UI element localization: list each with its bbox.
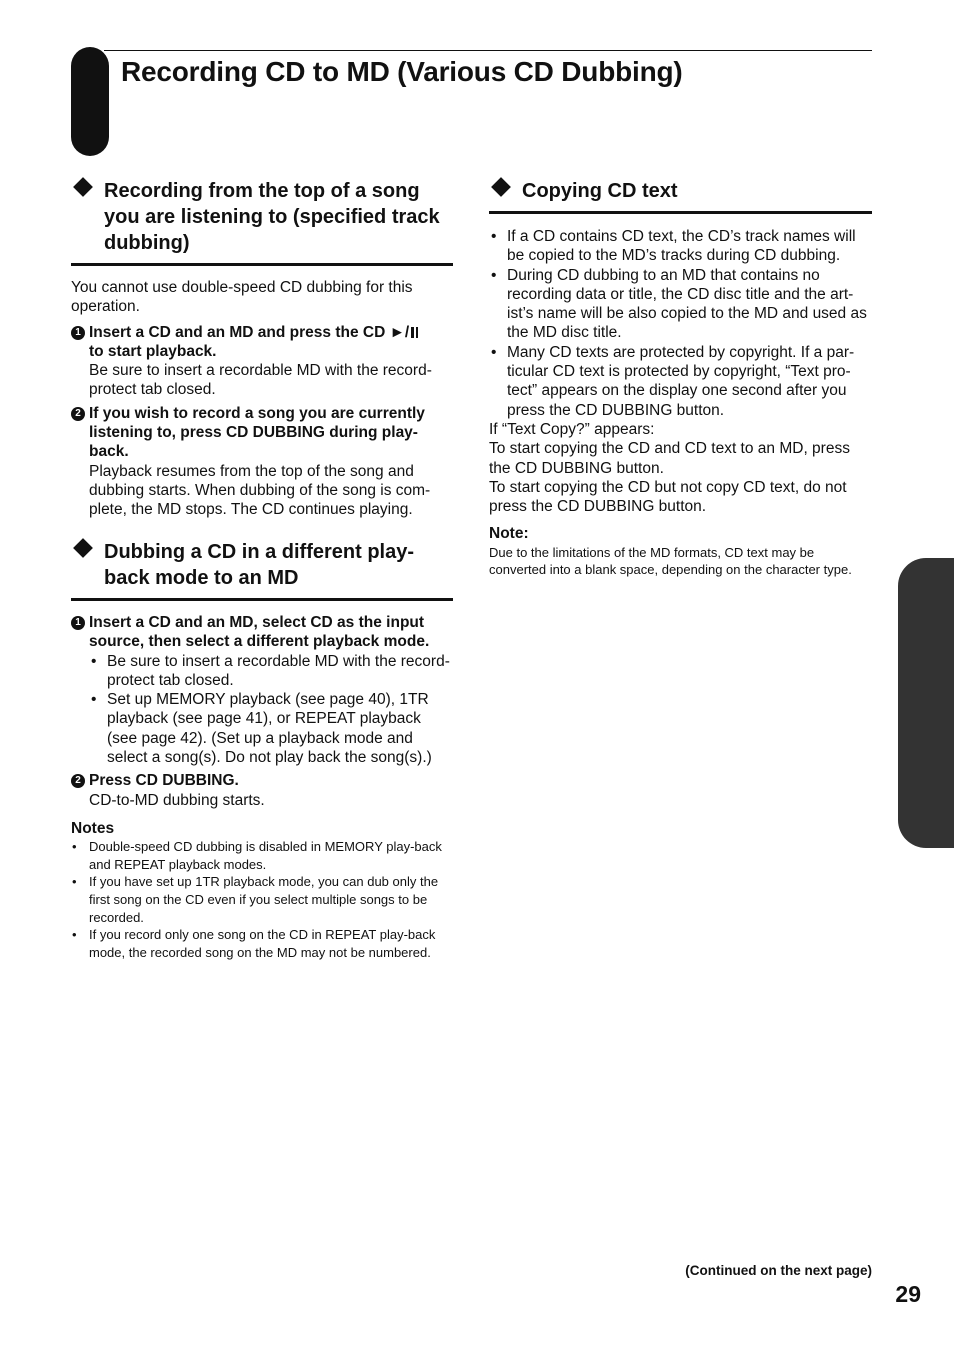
section1-intro: You cannot use double-speed CD dubbing for this operation.	[71, 279, 413, 316]
list-item: • Set up MEMORY playback (see page 40), 1TR playback (see page 41), or REPEAT playback (see page 42). (Set up a playback mode and select a song(s). Do not play back the song(s).)	[89, 690, 453, 767]
notes-list	[71, 838, 453, 961]
note-item: • If you record only one song on the CD in REPEAT play-back mode, the recorded song on the MD may not be numbered.	[71, 926, 453, 961]
step-number-icon: 1	[71, 326, 85, 340]
section2-step-2	[71, 771, 453, 810]
note-body: Due to the limitations of the MD formats, CD text may be converted into a blank space, depending on the character type.	[489, 544, 852, 578]
section-rule	[489, 211, 872, 214]
copy-with-text-paragraph: To start copying the CD and CD text to an MD, press the CD DUBBING button.	[489, 440, 850, 477]
step-instruction	[89, 323, 453, 362]
section-heading-different-mode: Dubbing a CD in a different play-back mode to an MD	[104, 541, 415, 589]
page-title: Recording CD to MD (Various CD Dubbing)	[121, 56, 683, 87]
note-item: • If you have set up 1TR playback mode, you can dub only the first song on the CD even if you select multiple songs to be recorded.	[71, 873, 453, 926]
step-instruction: If you wish to record a song you are currently listening to, press CD DUBBING during play-back.	[89, 404, 425, 461]
step-instruction: Press CD DUBBING.	[89, 772, 239, 790]
section-heading-specified-track: Recording from the top of a song you are listening to (specified track dubbing)	[104, 180, 440, 254]
step-number-icon: 2	[71, 774, 85, 788]
step-number-icon: 1	[71, 616, 85, 630]
step-detail: Be sure to insert a recordable MD with the record-protect tab closed.	[89, 362, 432, 399]
step-bullet-list	[89, 652, 453, 768]
step-number-icon: 2	[71, 407, 85, 421]
title-rule	[104, 50, 872, 51]
continued-notice: (Continued on the next page)	[685, 1263, 872, 1278]
step-instruction-end: to start playback.	[89, 342, 217, 360]
step-detail: Playback resumes from the top of the song and dubbing starts. When dubbing of the song is com-plete, the MD stops. The CD continues playing.	[89, 462, 431, 519]
copy-without-text-paragraph: To start copying the CD but not copy CD text, do not press the CD DUBBING button.	[489, 478, 847, 516]
section-rule	[71, 263, 453, 266]
list-item: • If a CD contains CD text, the CD’s track names will be copied to the MD’s tracks during CD dubbing.	[489, 227, 872, 266]
section1-step-1	[71, 323, 453, 400]
step-detail: CD-to-MD dubbing starts.	[89, 791, 265, 809]
cd-text-bullet-list	[489, 227, 872, 420]
section-rule	[71, 598, 453, 601]
pause-bar-icon	[411, 327, 414, 338]
section1-step-2	[71, 404, 453, 520]
step-instruction-text: Insert a CD and an MD and press the CD ►/	[89, 323, 410, 341]
section2-body	[71, 613, 453, 961]
list-item: • During CD dubbing to an MD that contains no recording data or title, the CD disc title and the art-ist’s name will be also copied to the MD and used as the MD disc title.	[489, 266, 872, 343]
diamond-bullet-icon	[73, 177, 93, 197]
notes-title: Notes	[71, 819, 115, 837]
title-tab-marker	[71, 47, 109, 156]
step-instruction: Insert a CD and an MD, select CD as the input source, then select a different playback mode.	[89, 614, 430, 651]
if-text-copy-line: If “Text Copy?” appears:	[489, 420, 655, 438]
list-item: • Be sure to insert a recordable MD with the record-protect tab closed.	[89, 652, 453, 691]
diamond-bullet-icon	[491, 177, 511, 197]
section2-step-1	[71, 613, 453, 767]
diamond-bullet-icon	[73, 538, 93, 558]
section-heading-copying-cd-text: Copying CD text	[522, 180, 678, 202]
copying-cd-text-body	[489, 227, 872, 579]
pause-bar-icon	[416, 327, 419, 338]
section1-body	[71, 278, 453, 520]
page-number: 29	[895, 1281, 921, 1307]
side-thumb-tab	[898, 558, 954, 848]
list-item: • Many CD texts are protected by copyright. If a par-ticular CD text is protected by copyright, “Text pro-tect” appears on the display one second after you press the CD DUBBING button.	[489, 343, 872, 420]
note-item: • Double-speed CD dubbing is disabled in MEMORY play-back and REPEAT playback modes.	[71, 838, 453, 873]
note-title: Note:	[489, 525, 529, 543]
